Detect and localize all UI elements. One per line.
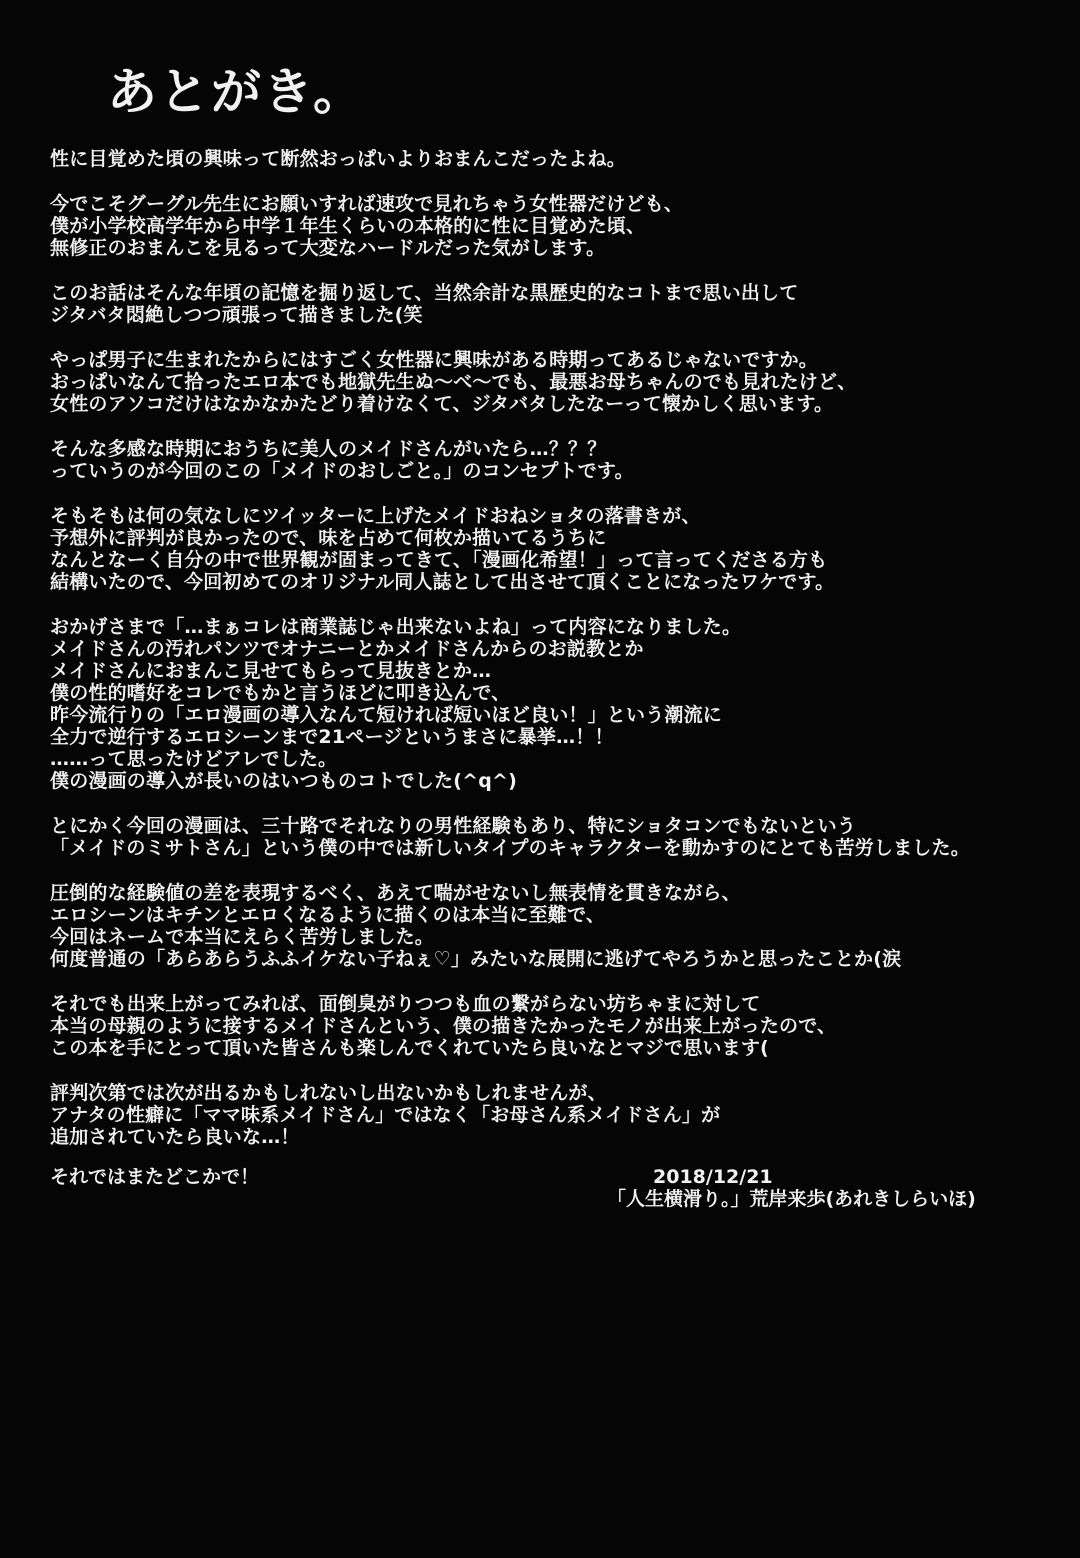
paragraph-line: やっぱ男子に生まれたからにはすごく女性器に興味がある時期ってあるじゃないですか。	[50, 349, 819, 371]
paragraph	[50, 193, 1060, 259]
paragraph-line: 僕の漫画の導入が長いのはいつものコトでした(^q^)	[50, 770, 518, 792]
paragraph-line: それでも出来上がってみれば、面倒臭がりつつも血の繋がらない坊ちゃまに対して	[50, 993, 761, 1015]
paragraph-line: 結構いたので、今回初めてのオリジナル同人誌として出させて頂くことになったワケです。	[50, 571, 835, 593]
paragraph-line: 僕の性的嗜好をコレでもかと言うほどに叩き込んで、	[50, 682, 511, 704]
afterword-body	[50, 148, 1060, 1171]
paragraph-line: 今でこそグーグル先生にお願いすれば速攻で見れちゃう女性器だけども、	[50, 193, 684, 215]
paragraph-line: そんな多感な時期におうちに美人のメイドさんがいたら…？？？	[50, 438, 607, 460]
paragraph-line: おかげさまで「…まぁコレは商業誌じゃ出来ないよね」って内容になりました。	[50, 616, 742, 638]
paragraph-line: このお話はそんな年頃の記憶を掘り返して、当然余計な黒歴史的なコトまで思い出して	[50, 282, 799, 304]
paragraph-line: ジタバタ悶絶しつつ頑張って描きました(笑	[50, 304, 423, 326]
paragraph-line: とにかく今回の漫画は、三十路でそれなりの男性経験もあり、特にショタコンでもないという	[50, 815, 857, 837]
paragraph-line: 予想外に評判が良かったので、味を占めて何枚か描いてるうちに	[50, 527, 607, 549]
paragraph-line: 女性のアソコだけはなかなかたどり着けなくて、ジタバタしたなーって懐かしく思います。	[50, 393, 834, 415]
paragraph-line: っていうのが今回のこの「メイドのおしごと。」のコンセプトです。	[50, 460, 634, 482]
paragraph-line: メイドさんにおまんこ見せてもらって見抜きとか…	[50, 660, 492, 682]
paragraph-line: 評判次第では次が出るかもしれないし出ないかもしれませんが、	[50, 1082, 607, 1104]
signature-name: 「人生横滑り。」荒岸来歩(あれきしらいほ)	[607, 1188, 976, 1210]
paragraph-line: ……って思ったけどアレでした。	[50, 748, 338, 770]
paragraph-line: 今回はネームで本当にえらく苦労しました。	[50, 926, 435, 948]
paragraph-line: そもそもは何の気なしにツイッターに上げたメイドおねショタの落書きが、	[50, 505, 701, 527]
paragraph-line: エロシーンはキチンとエロくなるように描くのは本当に至難で、	[50, 904, 606, 926]
paragraph	[50, 148, 1060, 170]
paragraph	[50, 1082, 1060, 1148]
paragraph-line: 追加されていたら良いな…！	[50, 1126, 300, 1148]
signature-block	[607, 1166, 1027, 1210]
paragraph-line: 何度普通の「あらあらうふふイケない子ねぇ♡」みたいな展開に逃げてやろうかと思ったことか(涙	[50, 948, 902, 970]
paragraph	[50, 882, 1060, 970]
signature-date: 2018/12/21	[653, 1166, 773, 1188]
paragraph-line: 無修正のおまんこを見るって大変なハードルだった気がします。	[50, 237, 606, 259]
page-title: あとがき。	[107, 63, 365, 121]
paragraph-line: 性に目覚めた頃の興味って断然おっぱいよりおまんこだったよね。	[50, 148, 627, 170]
paragraph-line: 全力で逆行するエロシーンまで21ページというまさに暴挙…！！	[50, 726, 614, 748]
paragraph	[50, 616, 1060, 792]
paragraph-line: 「メイドのミサトさん」という僕の中では新しいタイプのキャラクターを動かすのにとても苦労しました。	[50, 837, 970, 859]
paragraph	[50, 505, 1060, 593]
paragraph	[50, 349, 1060, 415]
closing-line: それではまたどこかで！	[50, 1166, 260, 1188]
paragraph-line: 昨今流行りの「エロ漫画の導入なんて短ければ短いほど良い！」という潮流に	[50, 704, 723, 726]
paragraph-line: 本当の母親のように接するメイドさんという、僕の描きたかったモノが出来上がったので、	[50, 1015, 837, 1037]
paragraph	[50, 993, 1060, 1059]
paragraph-line: メイドさんの汚れパンツでオナニーとかメイドさんからのお説教とか	[50, 638, 644, 660]
paragraph-line: アナタの性癖に「ママ味系メイドさん」ではなく「お母さん系メイドさん」が	[50, 1104, 721, 1126]
paragraph	[50, 438, 1060, 482]
paragraph	[50, 815, 1060, 859]
paragraph-line: なんとなーく自分の中で世界観が固まってきて、「漫画化希望！」って言ってくださる方も	[50, 549, 828, 571]
paragraph-line: この本を手にとって頂いた皆さんも楽しんでくれていたら良いなとマジで思います(	[50, 1037, 769, 1059]
paragraph	[50, 282, 1060, 326]
paragraph-line: 僕が小学校高学年から中学１年生くらいの本格的に性に目覚めた頃、	[50, 215, 646, 237]
paragraph-line: おっぱいなんて拾ったエロ本でも地獄先生ぬ～べ～でも、最悪お母ちゃんのでも見れたけど、	[50, 371, 857, 393]
paragraph-line: 圧倒的な経験値の差を表現するべく、あえて喘がせないし無表情を貫きながら、	[50, 882, 741, 904]
